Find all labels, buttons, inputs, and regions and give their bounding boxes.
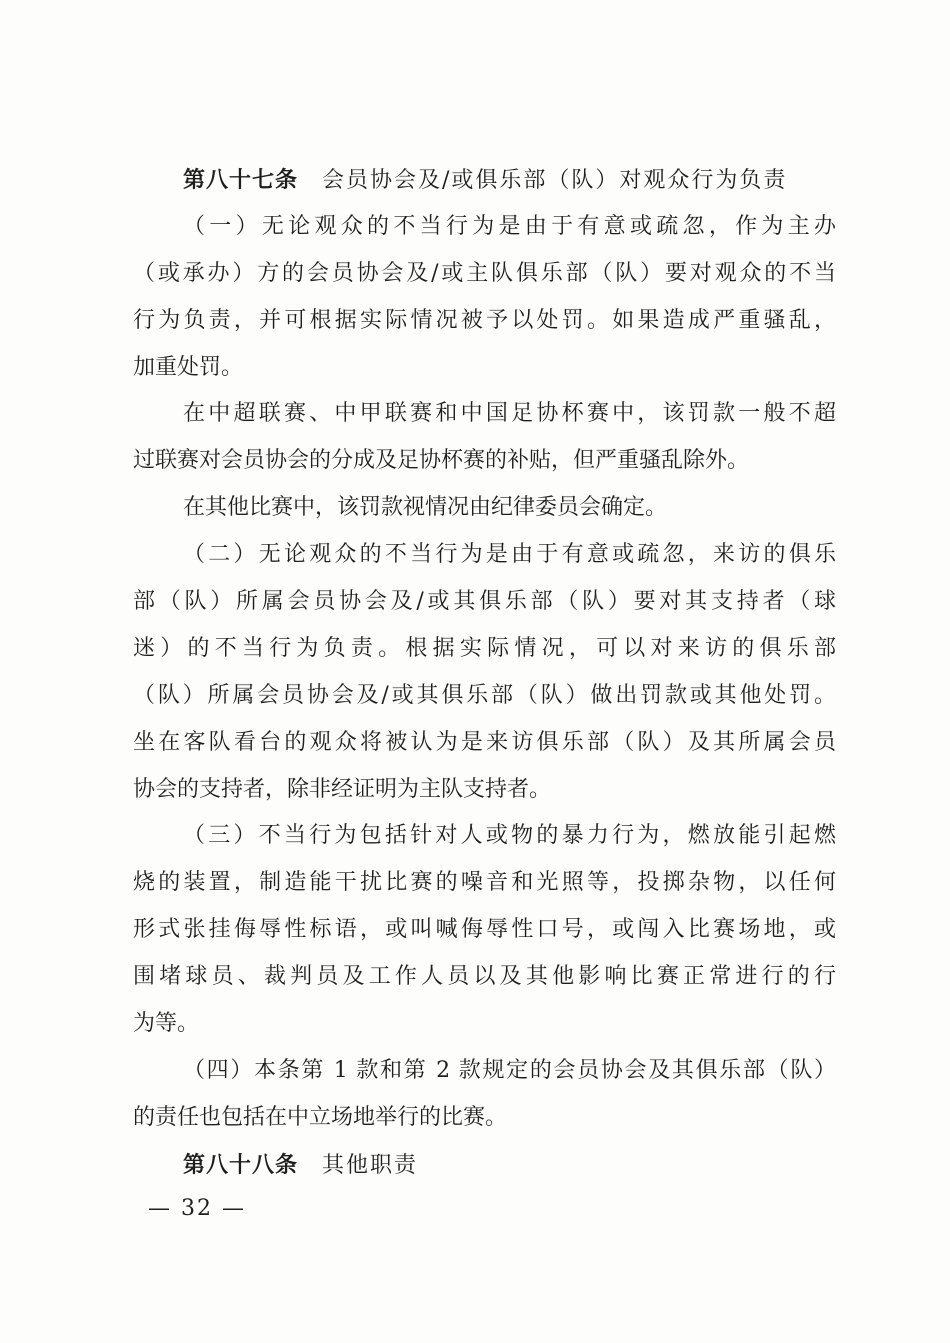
paragraph-line: 坐在客队看台的观众将被认为是来访俱乐部（队）及其所属会员 xyxy=(133,729,836,755)
paragraph-line: （二）无论观众的不当行为是由于有意或疏忽，来访的俱乐 xyxy=(183,542,836,568)
paragraph-line: 部（队）所属会员协会及/或其俱乐部（队）要对其支持者（球 xyxy=(133,589,836,615)
paragraph-line: 为等。 xyxy=(133,1011,200,1037)
paragraph-line: 迷）的不当行为负责。根据实际情况，可以对来访的俱乐部 xyxy=(133,635,836,661)
paragraph-line: 围堵球员、裁判员及工作人员以及其他影响比赛正常进行的行 xyxy=(133,964,836,990)
paragraph-line: 协会的支持者，除非经证明为主队支持者。 xyxy=(133,776,552,802)
paragraph-line: 行为负责，并可根据实际情况被予以处罚。如果造成严重骚乱， xyxy=(133,307,836,333)
document-body xyxy=(133,157,836,1189)
paragraph-line: 的责任也包括在中立场地举行的比赛。 xyxy=(133,1104,508,1130)
page-number: — 32 — xyxy=(148,1196,246,1221)
article-title: 其他职责 xyxy=(322,1152,419,1178)
article-number: 第八十八条 xyxy=(183,1151,299,1178)
paragraph-line: （一）无论观众的不当行为是由于有意或疏忽，作为主办 xyxy=(183,213,836,239)
paragraph-line: （四）本条第 1 款和第 2 款规定的会员协会及其俱乐部（队） xyxy=(183,1057,836,1083)
paragraph-line: 过联赛对会员协会的分成及足协杯赛的补贴，但严重骚乱除外。 xyxy=(133,448,750,474)
paragraph-line: 烧的装置，制造能干扰比赛的噪音和光照等，投掷杂物，以任何 xyxy=(133,870,836,896)
paragraph-line: 在其他比赛中，该罚款视情况由纪律委员会确定。 xyxy=(183,495,668,521)
paragraph-line: 形式张挂侮辱性标语，或叫喊侮辱性口号，或闯入比赛场地，或 xyxy=(133,917,836,943)
paragraph-line: （队）所属会员协会及/或其俱乐部（队）做出罚款或其他处罚。 xyxy=(133,682,836,708)
paragraph-line: 加重处罚。 xyxy=(133,354,244,380)
paragraph-line: 在中超联赛、中甲联赛和中国足协杯赛中，该罚款一般不超 xyxy=(183,401,836,427)
article-title: 会员协会及/或俱乐部（队）对观众行为负责 xyxy=(322,168,788,193)
paragraph-line: （或承办）方的会员协会及/或主队俱乐部（队）要对观众的不当 xyxy=(133,260,836,286)
article-number: 第八十七条 xyxy=(183,167,299,193)
article-heading xyxy=(133,1142,836,1189)
article-heading xyxy=(133,157,836,204)
paragraph-line: （三）不当行为包括针对人或物的暴力行为，燃放能引起燃 xyxy=(183,823,836,849)
